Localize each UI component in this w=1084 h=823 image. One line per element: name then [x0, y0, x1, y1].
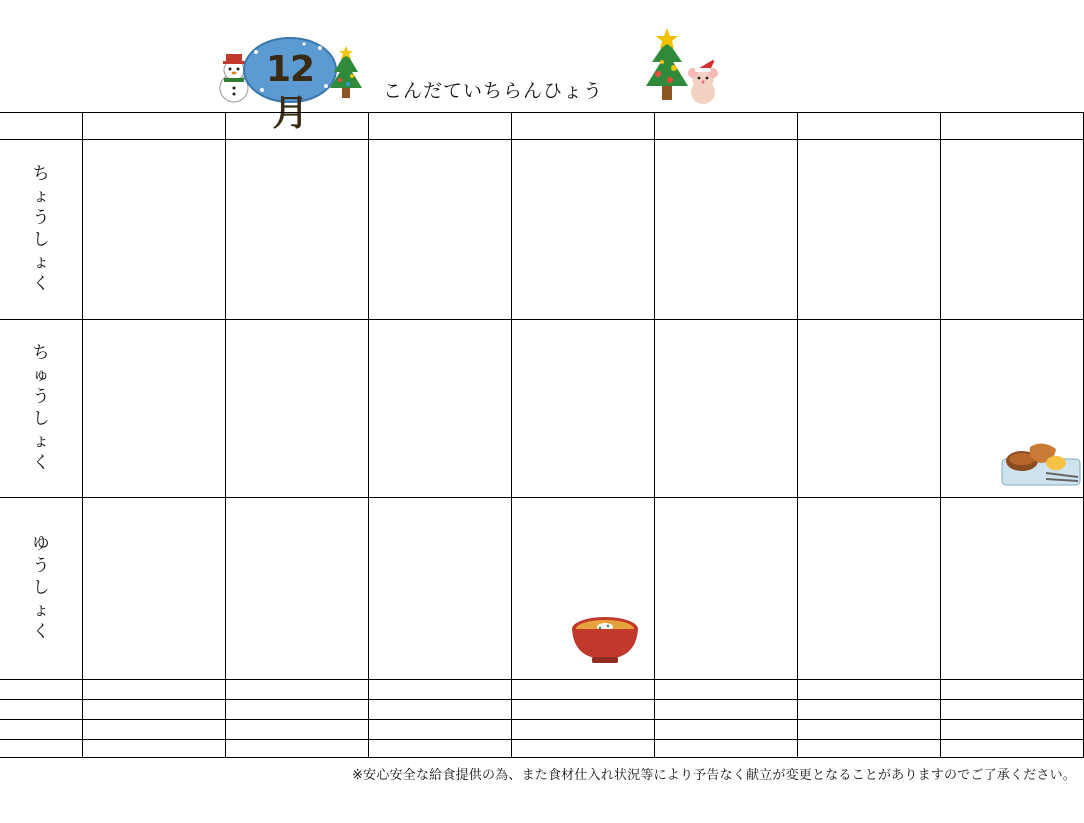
nutrition-protein-value: [797, 699, 876, 719]
dish-lunch: [940, 380, 1083, 410]
dish-breakfast: [368, 170, 511, 200]
date-header: [940, 112, 1083, 139]
nutrition-energy-unit: [314, 679, 368, 699]
dish-dinner: [797, 588, 940, 618]
nutrition-fat-value: [940, 719, 1019, 739]
dish-dinner: [940, 498, 1083, 528]
nutrition-label-protein: [0, 699, 82, 719]
dish-lunch: [82, 320, 225, 350]
dish-breakfast: [82, 140, 225, 170]
dish-breakfast: [511, 170, 654, 200]
nutrition-energy-unit: [1029, 679, 1083, 699]
dish-breakfast: [797, 230, 940, 260]
dish-dinner: [654, 498, 797, 528]
nutrition-fat-unit: [457, 719, 511, 739]
dish-dinner: [797, 618, 940, 648]
dish-lunch: [82, 350, 225, 380]
dish-lunch: [940, 320, 1083, 350]
nutrition-label-energy: [0, 679, 82, 699]
meal-label-char: く: [32, 453, 50, 473]
page-title: こんだていちらんひょう: [383, 80, 604, 102]
mouse-santa-icon: [682, 56, 724, 106]
dish-dinner: [654, 528, 797, 558]
meal-label-breakfast: [0, 139, 82, 319]
dish-breakfast: [940, 290, 1083, 320]
dish-dinner: [368, 528, 511, 558]
date-header: [368, 112, 511, 139]
nutrition-energy-value: [82, 679, 161, 699]
nutrition-energy-unit: [600, 679, 654, 699]
dish-breakfast: [940, 230, 1083, 260]
dish-lunch: [368, 440, 511, 470]
dish-breakfast: [940, 170, 1083, 200]
meal-label-char: ょ: [32, 600, 50, 620]
dish-breakfast: [82, 200, 225, 230]
nutrition-energy-unit: [886, 679, 940, 699]
dish-dinner: [82, 588, 225, 618]
dish-dinner: [797, 498, 940, 528]
nutrition-energy-value: [940, 679, 1019, 699]
bread-tray-icon: [1000, 437, 1082, 487]
nutrition-energy-unit: [171, 679, 225, 699]
nutrition-fat-value: [511, 719, 590, 739]
nutrition-energy-value: [368, 679, 447, 699]
dish-breakfast: [654, 260, 797, 290]
nutrition-salt-value: [797, 739, 876, 757]
dish-lunch: [654, 350, 797, 380]
dish-breakfast: [225, 200, 368, 230]
dish-breakfast: [797, 200, 940, 230]
meal-label-char: ゅ: [32, 365, 50, 385]
nutrition-fat-value: [82, 719, 161, 739]
dish-dinner: [940, 528, 1083, 558]
date-header: [82, 112, 225, 139]
dish-breakfast: [654, 230, 797, 260]
nutrition-fat-unit: [314, 719, 368, 739]
nutrition-salt-value: [511, 739, 590, 757]
nutrition-fat-unit: [1029, 719, 1083, 739]
dish-breakfast: [654, 290, 797, 320]
christmas-tree-icon: [328, 46, 364, 104]
dish-lunch: [511, 440, 654, 470]
nutrition-fat-value: [368, 719, 447, 739]
nutrition-fat-unit: [886, 719, 940, 739]
dish-dinner: [225, 588, 368, 618]
nutrition-salt-unit: [886, 739, 940, 757]
nutrition-salt-value: [940, 739, 1019, 757]
dish-dinner: [654, 618, 797, 648]
nutrition-energy-unit: [457, 679, 511, 699]
menu-table: [0, 112, 1084, 762]
nutrition-protein-unit: [457, 699, 511, 719]
dish-dinner: [82, 618, 225, 648]
dish-breakfast: [511, 200, 654, 230]
footer-note: ※安心安全な給食提供の為、また食材仕入れ状況等により予告なく献立が変更となることがありますのでご了承ください。: [352, 768, 1076, 783]
meal-label-char: し: [32, 230, 50, 250]
dish-dinner: [368, 498, 511, 528]
nutrition-label-fat: [0, 719, 82, 739]
date-header: [797, 112, 940, 139]
dish-breakfast: [225, 170, 368, 200]
dish-breakfast: [511, 230, 654, 260]
dish-breakfast: [225, 230, 368, 260]
dish-lunch: [511, 380, 654, 410]
dish-dinner: [82, 558, 225, 588]
nutrition-energy-value: [511, 679, 590, 699]
nutrition-fat-unit: [743, 719, 797, 739]
dish-breakfast: [82, 260, 225, 290]
dish-breakfast: [225, 140, 368, 170]
nutrition-salt-unit: [743, 739, 797, 757]
month-label: 12月: [265, 49, 315, 134]
nutrition-protein-unit: [600, 699, 654, 719]
dish-breakfast: [82, 170, 225, 200]
dish-lunch: [82, 440, 225, 470]
dish-lunch: [654, 380, 797, 410]
dish-lunch: [940, 350, 1083, 380]
nutrition-salt-unit: [171, 739, 225, 757]
nutrition-protein-unit: [886, 699, 940, 719]
dish-breakfast: [225, 260, 368, 290]
meal-label-char: う: [32, 556, 50, 576]
nutrition-protein-value: [368, 699, 447, 719]
dish-dinner: [368, 588, 511, 618]
dish-lunch: [797, 350, 940, 380]
dish-breakfast: [368, 260, 511, 290]
dish-dinner: [82, 528, 225, 558]
date-header: [511, 112, 654, 139]
dish-lunch: [368, 380, 511, 410]
dish-dinner: [654, 558, 797, 588]
dish-lunch: [511, 350, 654, 380]
dish-lunch: [82, 410, 225, 440]
date-header: [225, 112, 368, 139]
nutrition-protein-unit: [743, 699, 797, 719]
dish-lunch: [797, 410, 940, 440]
dish-breakfast: [940, 140, 1083, 170]
dish-breakfast: [511, 140, 654, 170]
meal-label-char: ょ: [32, 186, 50, 206]
meal-label-lunch: [0, 319, 82, 497]
dish-dinner: [654, 588, 797, 618]
dish-dinner: [797, 528, 940, 558]
nutrition-salt-value: [82, 739, 161, 757]
dish-breakfast: [368, 200, 511, 230]
meal-label-char: う: [32, 387, 50, 407]
nutrition-protein-unit: [314, 699, 368, 719]
dish-lunch: [654, 320, 797, 350]
nutrition-fat-unit: [171, 719, 225, 739]
meal-label-char: う: [32, 208, 50, 228]
meal-label-char: ち: [32, 164, 50, 184]
dish-dinner: [940, 588, 1083, 618]
meal-label-char: ゆ: [32, 534, 50, 554]
nutrition-protein-value: [940, 699, 1019, 719]
nutrition-energy-value: [225, 679, 304, 699]
nutrition-label-salt: [0, 739, 82, 757]
meal-label-char: ょ: [32, 431, 50, 451]
dish-lunch: [368, 320, 511, 350]
dish-breakfast: [368, 140, 511, 170]
nutrition-protein-value: [654, 699, 733, 719]
nutrition-protein-value: [511, 699, 590, 719]
dish-dinner: [82, 498, 225, 528]
dish-breakfast: [654, 140, 797, 170]
nutrition-salt-unit: [457, 739, 511, 757]
nutrition-protein-unit: [171, 699, 225, 719]
dish-lunch: [368, 350, 511, 380]
nutrition-fat-value: [225, 719, 304, 739]
dish-lunch: [511, 320, 654, 350]
nutrition-salt-value: [654, 739, 733, 757]
nutrition-fat-value: [654, 719, 733, 739]
dish-breakfast: [797, 170, 940, 200]
meal-label-char: し: [32, 409, 50, 429]
dish-lunch: [940, 410, 1083, 440]
dish-lunch: [511, 410, 654, 440]
dish-dinner: [225, 528, 368, 558]
meal-label-char: し: [32, 578, 50, 598]
nutrition-energy-value: [654, 679, 733, 699]
nutrition-salt-unit: [1029, 739, 1083, 757]
dish-breakfast: [797, 140, 940, 170]
ramen-bowl-icon: [570, 609, 640, 667]
dish-breakfast: [654, 200, 797, 230]
dish-dinner: [368, 558, 511, 588]
dish-dinner: [511, 558, 654, 588]
dish-breakfast: [82, 230, 225, 260]
dish-breakfast: [797, 290, 940, 320]
dish-dinner: [225, 498, 368, 528]
dish-breakfast: [511, 260, 654, 290]
dish-breakfast: [654, 170, 797, 200]
nutrition-salt-value: [368, 739, 447, 757]
dish-lunch: [225, 320, 368, 350]
nutrition-protein-unit: [1029, 699, 1083, 719]
nutrition-salt-unit: [600, 739, 654, 757]
dish-lunch: [225, 380, 368, 410]
meal-label-char: く: [32, 274, 50, 294]
dish-lunch: [797, 440, 940, 470]
dish-lunch: [797, 380, 940, 410]
dish-lunch: [225, 410, 368, 440]
dish-dinner: [225, 558, 368, 588]
meal-label-char: ょ: [32, 252, 50, 272]
nutrition-protein-value: [225, 699, 304, 719]
meal-label-dinner: [0, 497, 82, 679]
dish-breakfast: [368, 230, 511, 260]
dish-dinner: [940, 558, 1083, 588]
meal-label-char: ち: [32, 343, 50, 363]
date-header: [654, 112, 797, 139]
dish-dinner: [511, 528, 654, 558]
dish-lunch: [654, 410, 797, 440]
dish-dinner: [225, 618, 368, 648]
nutrition-salt-unit: [314, 739, 368, 757]
nutrition-fat-unit: [600, 719, 654, 739]
dish-breakfast: [225, 290, 368, 320]
dish-dinner: [797, 558, 940, 588]
dish-lunch: [797, 320, 940, 350]
nutrition-protein-value: [82, 699, 161, 719]
nutrition-fat-value: [797, 719, 876, 739]
page-header: [0, 0, 1084, 134]
dish-lunch: [368, 410, 511, 440]
dish-lunch: [225, 350, 368, 380]
dish-lunch: [82, 380, 225, 410]
dish-breakfast: [940, 200, 1083, 230]
nutrition-salt-value: [225, 739, 304, 757]
dish-dinner: [511, 498, 654, 528]
nutrition-energy-unit: [743, 679, 797, 699]
nutrition-energy-value: [797, 679, 876, 699]
dish-breakfast: [797, 260, 940, 290]
meal-label-char: く: [32, 622, 50, 642]
dish-breakfast: [940, 260, 1083, 290]
